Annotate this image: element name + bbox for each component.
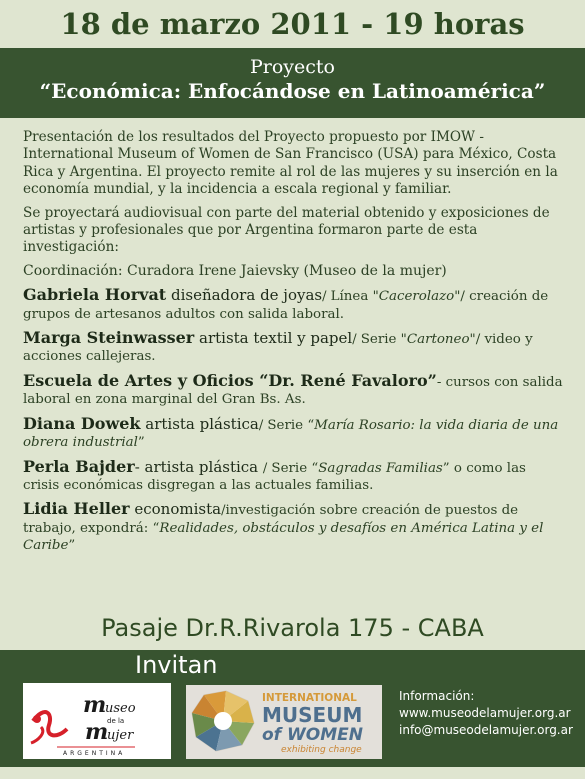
- footer-band: [0, 650, 585, 767]
- participant-name: Perla Bajder: [23, 456, 135, 476]
- participant-desc: Línea ": [330, 289, 379, 305]
- title-band: [0, 48, 585, 118]
- participant-item: [23, 286, 565, 323]
- participant-name: Gabriela Horvat: [23, 285, 167, 305]
- participant-item: [23, 329, 565, 366]
- venue-address: Pasaje Dr.R.Rivarola 175 - CABA: [101, 614, 484, 642]
- participant-work-title: Sagradas Familias: [318, 460, 443, 476]
- participant-desc: Serie “: [271, 460, 319, 476]
- participant-work-title: Realidades, obstáculos y desafíos en América Latina y el Caribe: [23, 520, 544, 554]
- project-label: Proyecto: [250, 56, 335, 78]
- logo2-word-of-women: of WOMEN: [262, 725, 363, 745]
- svg-text:m: m: [83, 692, 107, 718]
- participant-name: Diana Dowek: [23, 413, 141, 433]
- info-label: Información:: [399, 689, 475, 703]
- participant-desc: Serie ": [360, 332, 407, 348]
- separator: /: [352, 332, 361, 348]
- participant-role: artista plástica: [140, 414, 259, 433]
- imow-logo: [186, 685, 382, 759]
- separator: /: [221, 503, 226, 519]
- project-name: “Económica: Enfocándose en Latinoamérica”: [39, 79, 546, 103]
- logo2-word-exhibiting-change: exhibiting change: [281, 745, 362, 755]
- logo1-word-argentina: ARGENTINA: [63, 750, 126, 757]
- museo-logo-graphic: [23, 683, 171, 759]
- separator: /: [258, 417, 268, 433]
- separator: /: [262, 460, 272, 476]
- participant-item: [23, 458, 565, 495]
- participant-desc: ” o como las crisis económicas disgregan a las actuales familias.: [23, 460, 526, 493]
- separator: /: [322, 289, 331, 305]
- logo1-word-useo: useo: [105, 701, 136, 716]
- content: [23, 129, 565, 561]
- logo2-word-museum: MUSEUM: [262, 703, 363, 727]
- participant-name: Marga Steinwasser: [23, 328, 195, 348]
- contact-info: [399, 688, 573, 739]
- participant-desc: ”: [68, 538, 76, 554]
- logo2-word-international: INTERNATIONAL: [262, 692, 357, 704]
- participant-desc: Serie “: [267, 417, 315, 433]
- invitan-label: Invitan: [135, 651, 218, 679]
- email-link[interactable]: info@museodelamujer.org.ar: [399, 723, 573, 737]
- coordination: Coordinación: Curadora Irene Jaievsky (Museo de la mujer): [23, 262, 447, 279]
- participant-name: Lidia Heller: [23, 499, 130, 519]
- intro-paragraph-1: Presentación de los resultados del Proyecto propuesto por IMOW - International Museum of Women de San Francisco (USA) para México, Costa Rica y Argentina. El proyecto remite al rol de las mujeres y su inserción en la economía mundial, y la incidencia a escala regional y familiar.: [23, 129, 558, 198]
- participant-item: [23, 415, 565, 452]
- event-date: 18 de marzo 2011 - 19 horas: [60, 7, 525, 41]
- intro-paragraph-2: Se proyectará audiovisual con parte del material obtenido y exposiciones de artistas y profesionales que por Argentina formaron parte de esta investigación:: [23, 204, 550, 256]
- bottom-strip: [0, 767, 585, 779]
- svg-text:m: m: [85, 719, 109, 745]
- participant-work-title: Cacerolazo: [378, 289, 455, 305]
- participant-item: [23, 372, 565, 409]
- participant-role: economista: [129, 500, 222, 519]
- participant-work-title: María Rosario: la vida diaria de una obrera industrial: [23, 417, 559, 451]
- museo-de-la-mujer-logo: [23, 683, 171, 759]
- participant-item: [23, 500, 565, 554]
- participant-work-title: Cartoneo: [406, 332, 470, 348]
- logo1-word-dela: de la: [107, 717, 125, 725]
- participant-desc: "/ video y acciones callejeras.: [23, 332, 533, 365]
- participant-role: diseñadora de joyas: [166, 286, 323, 305]
- participant-desc: ”: [137, 435, 145, 451]
- participant-role: artista textil y papel: [194, 329, 353, 348]
- website-link[interactable]: www.museodelamujer.org.ar: [399, 706, 571, 720]
- imow-logo-graphic: [186, 685, 382, 759]
- participant-name: Escuela de Artes y Oficios “Dr. René Favaloro”: [23, 370, 437, 390]
- participant-desc: investigación sobre creación de puestos de trabajo, expondrá: “: [23, 503, 519, 536]
- participant-desc: - cursos con salida laboral en zona marginal del Gran Bs. As.: [23, 374, 563, 408]
- participant-desc: "/ creación de grupos de artesanos adultos con salida laboral.: [23, 289, 549, 322]
- logo1-word-ujer: ujer: [107, 728, 134, 743]
- participant-role: - artista plástica: [134, 457, 263, 476]
